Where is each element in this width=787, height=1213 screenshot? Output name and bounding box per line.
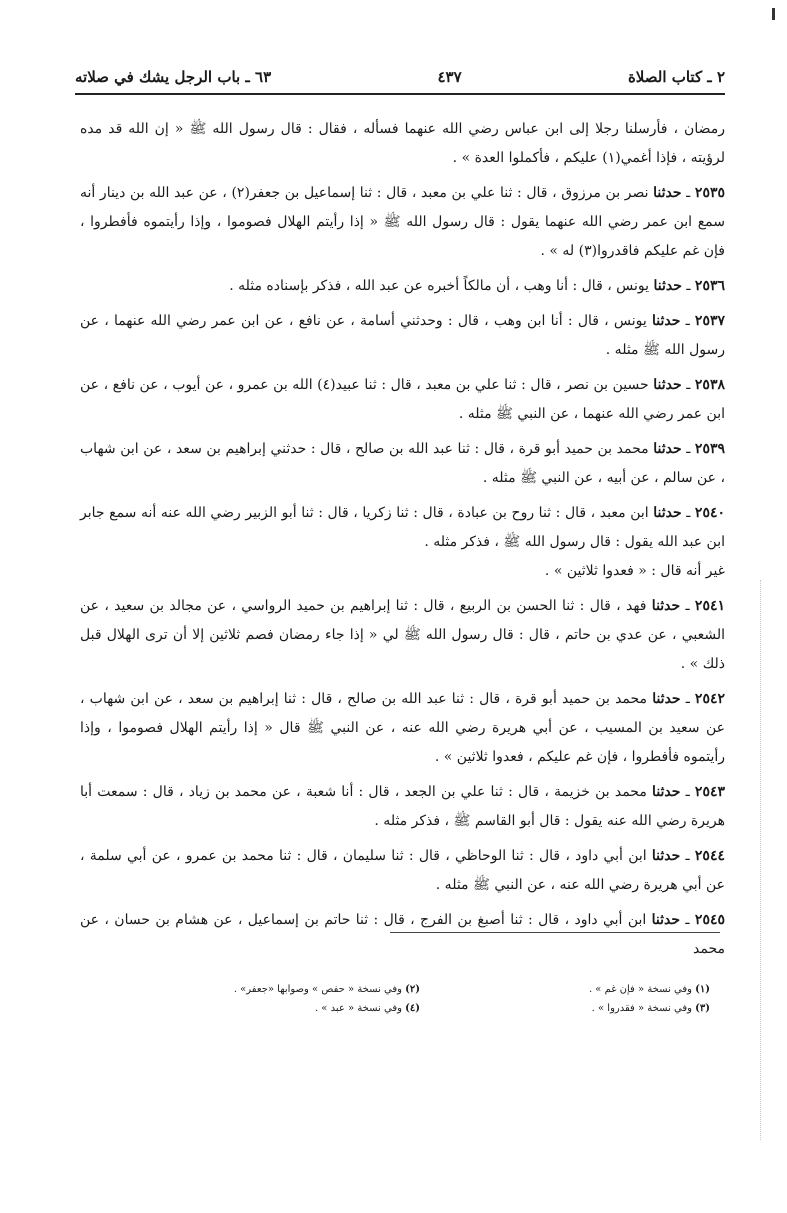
- hadith-paragraph: ٢٥٣٥ ـ حدثنا نصر بن مرزوق ، قال : ثنا علي بن معبد ، قال : ثنا إسماعيل بن جعفر(٢) ، عن عبد الله بن دينار أنه سمع ابن عمر رضي الله عنهما يقول : قال رسول الله ﷺ « إذا رأيتم الهلال فصوموا ، وإذا رأيتموه فأفطروا ، فإن غم عليكم فاقدروا(٣) له » .: [80, 185, 725, 259]
- hadith-number: ٢٥٤٥: [694, 912, 725, 928]
- footnote-text: وفي نسخة « عبد » .: [314, 1003, 402, 1014]
- corner-mark: [772, 8, 775, 20]
- header-book-title: ٢ ـ كتاب الصلاة: [627, 68, 725, 86]
- haddathana-marker: حدثنا: [652, 784, 681, 800]
- hadith-note-line: غير أنه قال : « فعدوا ثلاثين » .: [544, 563, 725, 579]
- footnote-marker: (٤): [405, 1003, 420, 1014]
- hadith-number: ٢٥٤٠: [694, 505, 725, 521]
- hadith-paragraph: ٢٥٣٦ ـ حدثنا يونس ، قال : أنا وهب ، أن مالكاً أخبره عن عبد الله ، فذكر بإسناده مثله .: [229, 278, 725, 294]
- hadith-number: ٢٥٤١: [694, 598, 725, 614]
- hadith-text: ابن أبي داود ، قال : ثنا أصبغ بن الفرج ، قال : ثنا حاتم بن إسماعيل ، عن هشام بن حسان ، عن محمد: [80, 912, 725, 957]
- footnotes: [150, 980, 710, 1018]
- header-chapter-title: ٦٣ ـ باب الرجل يشك في صلاته: [75, 68, 272, 86]
- haddathana-marker: حدثنا: [651, 848, 681, 864]
- hadith-number: ٢٥٣٩: [694, 441, 725, 457]
- hadith-text: نصر بن مرزوق ، قال : ثنا علي بن معبد ، قال : ثنا إسماعيل بن جعفر(٢) ، عن عبد الله بن دينار أنه سمع ابن عمر رضي الله عنهما يقول : قال رسول الله ﷺ « إذا رأيتم الهلال فصوموا ، وإذا رأيتموه فأفطروا ، فإن غم عليكم فاقدروا(٣) له » .: [80, 185, 725, 259]
- footnote-marker: (٣): [695, 1003, 710, 1014]
- haddathana-marker: حدثنا: [653, 505, 682, 521]
- hadith-number: ٢٥٤٤: [694, 848, 725, 864]
- haddathana-marker: حدثنا: [653, 278, 682, 294]
- haddathana-marker: حدثنا: [653, 441, 682, 457]
- hadith-number: ٢٥٣٦: [694, 278, 725, 294]
- hadith-paragraph: ٢٥٤٥ ـ حدثنا ابن أبي داود ، قال : ثنا أصبغ بن الفرج ، قال : ثنا حاتم بن إسماعيل ، عن هشام بن حسان ، عن محمد: [80, 912, 725, 957]
- page-number: ٤٣٧: [437, 68, 462, 86]
- hadith-paragraph: ٢٥٤٣ ـ حدثنا محمد بن خزيمة ، قال : ثنا علي بن الجعد ، قال : أنا شعبة ، عن محمد بن زياد ، قال : سمعت أبا هريرة رضي الله عنه يقول : قال أبو القاسم ﷺ ، فذكر مثله .: [80, 784, 725, 829]
- footnote-divider: [390, 932, 720, 933]
- hadith-text: محمد بن حميد أبو قرة ، قال : ثنا عبد الله بن صالح ، قال : ثنا إبراهيم بن سعد ، عن ابن شهاب ، عن سعيد بن المسيب ، عن أبي هريرة رضي الله عنه ، عن النبي ﷺ قال « إذا رأيتم الهلال فصوموا ، وإذا رأيتموه فأفطروا ، فإن غم عليكم ، فعدوا ثلاثين » .: [80, 691, 725, 765]
- hadith-paragraph: ٢٥٤٤ ـ حدثنا ابن أبي داود ، قال : ثنا الوحاظي ، قال : ثنا سليمان ، قال : ثنا محمد بن عمرو ، عن أبي سلمة ، عن أبي هريرة رضي الله عنه ، عن النبي ﷺ مثله .: [80, 848, 725, 893]
- hadith-number: ٢٥٣٥: [694, 185, 725, 201]
- hadith-text: حسين بن نصر ، قال : ثنا علي بن معبد ، قال : ثنا عبيد(٤) الله بن عمرو ، عن أيوب ، عن نافع ، عن ابن عمر رضي الله عنهما ، عن النبي ﷺ مثله .: [80, 377, 725, 422]
- footnote-marker: (١): [695, 984, 710, 995]
- haddathana-marker: حدثنا: [651, 912, 681, 928]
- footnote-text: وفي نسخة « فقدروا » .: [591, 1003, 692, 1014]
- hadith-text: محمد بن حميد أبو قرة ، قال : ثنا عبد الله بن صالح ، قال : حدثني إبراهيم بن سعد ، عن ابن شهاب ، عن سالم ، عن أبيه ، عن النبي ﷺ مثله .: [80, 441, 725, 486]
- footnotes-right-column: [440, 980, 710, 1018]
- footnote: [440, 999, 710, 1018]
- footnote-text: وفي نسخة « حفص » وصوابها «جعفر» .: [233, 984, 402, 995]
- hadith-text: يونس ، قال : أنا وهب ، أن مالكاً أخبره عن عبد الله ، فذكر بإسناده مثله .: [229, 278, 650, 294]
- hadith-paragraph: ٢٥٣٩ ـ حدثنا محمد بن حميد أبو قرة ، قال : ثنا عبد الله بن صالح ، قال : حدثني إبراهيم بن سعد ، عن ابن شهاب ، عن سالم ، عن أبيه ، عن النبي ﷺ مثله .: [80, 441, 725, 486]
- continued-paragraph: [80, 115, 725, 173]
- hadith-number: ٢٥٤٢: [694, 691, 725, 707]
- scan-margin-dots: [758, 580, 761, 1140]
- haddathana-marker: حدثنا: [652, 313, 681, 329]
- footnote-marker: (٢): [405, 984, 420, 995]
- haddathana-marker: حدثنا: [651, 598, 681, 614]
- hadith-paragraph: ٢٥٤٠ ـ حدثنا ابن معبد ، قال : ثنا روح بن عبادة ، قال : ثنا زكريا ، قال : ثنا أبو الزبير رضي الله عنه أنه سمع جابر ابن عبد الله يقول : قال رسول الله ﷺ ، فذكر مثله .: [80, 505, 725, 550]
- hadith-paragraph: ٢٥٤٢ ـ حدثنا محمد بن حميد أبو قرة ، قال : ثنا عبد الله بن صالح ، قال : ثنا إبراهيم بن سعد ، عن ابن شهاب ، عن سعيد بن المسيب ، عن أبي هريرة رضي الله عنه ، عن النبي ﷺ قال « إذا رأيتم الهلال فصوموا ، وإذا رأيتموه فأفطروا ، فإن غم عليكم ، فعدوا ثلاثين » .: [80, 691, 725, 765]
- header-divider: [75, 93, 725, 95]
- hadith-number: ٢٥٤٣: [694, 784, 725, 800]
- footnote: [150, 999, 420, 1018]
- haddathana-marker: حدثنا: [653, 377, 682, 393]
- running-header: [75, 58, 725, 86]
- hadith-paragraph: ٢٥٣٨ ـ حدثنا حسين بن نصر ، قال : ثنا علي بن معبد ، قال : ثنا عبيد(٤) الله بن عمرو ، عن أيوب ، عن نافع ، عن ابن عمر رضي الله عنهما ، عن النبي ﷺ مثله .: [80, 377, 725, 422]
- hadith-text: ابن أبي داود ، قال : ثنا الوحاظي ، قال : ثنا سليمان ، قال : ثنا محمد بن عمرو ، عن أبي سلمة ، عن أبي هريرة رضي الله عنه ، عن النبي ﷺ مثله .: [80, 848, 725, 893]
- hadith-paragraph: ٢٥٣٧ ـ حدثنا يونس ، قال : أنا ابن وهب ، قال : وحدثني أسامة ، عن نافع ، عن ابن عمر رضي الله عنهما ، عن رسول الله ﷺ مثله .: [80, 313, 725, 358]
- footnote: [440, 980, 710, 999]
- hadith-text: ابن معبد ، قال : ثنا روح بن عبادة ، قال : ثنا زكريا ، قال : ثنا أبو الزبير رضي الله عنه أنه سمع جابر ابن عبد الله يقول : قال رسول الله ﷺ ، فذكر مثله .: [80, 505, 725, 550]
- footnote: [150, 980, 420, 999]
- footnote-text: وفي نسخة « فإن غم » .: [588, 984, 692, 995]
- hadith-body: [80, 115, 725, 970]
- hadith-number: ٢٥٣٧: [694, 313, 725, 329]
- haddathana-marker: حدثنا: [652, 691, 681, 707]
- hadith-number: ٢٥٣٨: [694, 377, 725, 393]
- hadith-text: محمد بن خزيمة ، قال : ثنا علي بن الجعد ، قال : أنا شعبة ، عن محمد بن زياد ، قال : سمعت أبا هريرة رضي الله عنه يقول : قال أبو القاسم ﷺ ، فذكر مثله .: [80, 784, 725, 829]
- haddathana-marker: حدثنا: [653, 185, 682, 201]
- hadith-paragraph: ٢٥٤١ ـ حدثنا فهد ، قال : ثنا الحسن بن الربيع ، قال : ثنا إبراهيم بن حميد الرواسي ، عن مجالد بن سعيد ، عن الشعبي ، عن عدي بن حاتم ، قال : قال رسول الله ﷺ لي « إذا جاء رمضان فصم ثلاثين إلا أن ترى الهلال قبل ذلك » .: [80, 598, 725, 672]
- hadith-text: رمضان ، فأرسلنا رجلا إلى ابن عباس رضي الله عنهما فسأله ، فقال : قال رسول الله ﷺ « إن الله قد مده لرؤيته ، فإذا أغمي(١) عليكم ، فأكملوا العدة » .: [80, 121, 725, 166]
- footnotes-left-column: [150, 980, 420, 1018]
- hadith-text: فهد ، قال : ثنا الحسن بن الربيع ، قال : ثنا إبراهيم بن حميد الرواسي ، عن مجالد بن سعيد ، عن الشعبي ، عن عدي بن حاتم ، قال : قال رسول الله ﷺ لي « إذا جاء رمضان فصم ثلاثين إلا أن ترى الهلال قبل ذلك » .: [80, 598, 725, 672]
- hadith-text: يونس ، قال : أنا ابن وهب ، قال : وحدثني أسامة ، عن نافع ، عن ابن عمر رضي الله عنهما ، عن رسول الله ﷺ مثله .: [80, 313, 725, 358]
